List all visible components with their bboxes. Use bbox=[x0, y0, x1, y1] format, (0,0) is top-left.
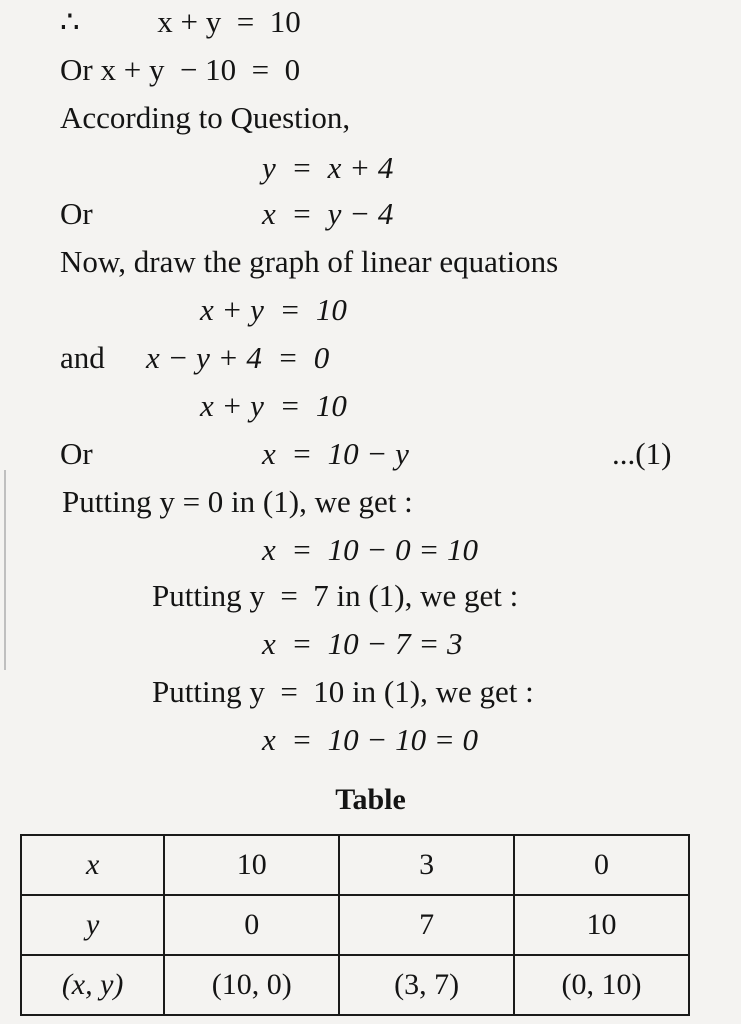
table-row-points bbox=[21, 955, 689, 1015]
table-cell: 0 bbox=[514, 835, 689, 895]
text-putting-y-0: Putting y = 0 in (1), we get : bbox=[62, 484, 413, 519]
table-cell: (0, 10) bbox=[514, 955, 689, 1015]
table-cell: 0 bbox=[164, 895, 339, 955]
equation-x-0: x = 10 − 10 = 0 bbox=[262, 722, 479, 757]
equation-line-standard-form: Or x + y − 10 = 0 bbox=[60, 52, 301, 87]
text-putting-y-7: Putting y = 7 in (1), we get : bbox=[152, 578, 519, 613]
row-header-x: x bbox=[21, 835, 164, 895]
table-title: Table bbox=[335, 783, 406, 816]
table-cell: 7 bbox=[339, 895, 514, 955]
table-cell: 10 bbox=[514, 895, 689, 955]
values-table bbox=[20, 834, 690, 1016]
equation-x-3: x = 10 − 7 = 3 bbox=[262, 626, 463, 661]
equation-x-equals-y-minus-4: x = y − 4 bbox=[262, 196, 394, 231]
table-cell: (10, 0) bbox=[164, 955, 339, 1015]
equation-x-equals-10-minus-y: x = 10 − y bbox=[262, 436, 409, 471]
table-cell: 3 bbox=[339, 835, 514, 895]
equation-y-equals-x-plus-4: y = x + 4 bbox=[262, 150, 394, 185]
equation-x-plus-y-10-repeat: x + y = 10 bbox=[200, 388, 347, 423]
table-cell: (3, 7) bbox=[339, 955, 514, 1015]
row-header-points: (x, y) bbox=[21, 955, 164, 1015]
label-or-2: Or bbox=[60, 436, 93, 471]
equation-x-plus-y-10: x + y = 10 bbox=[200, 292, 347, 327]
equation-reference-1: ...(1) bbox=[612, 436, 672, 471]
label-or: Or bbox=[60, 196, 93, 231]
table-row-y bbox=[21, 895, 689, 955]
text-according-to-question: According to Question, bbox=[60, 100, 351, 135]
equation-x-minus-y-plus-4: x − y + 4 = 0 bbox=[146, 340, 330, 375]
equation-x-10: x = 10 − 0 = 10 bbox=[262, 532, 479, 567]
scan-edge-mark bbox=[4, 470, 6, 670]
label-and: and bbox=[60, 340, 105, 375]
equation-line-therefore: ∴ x + y = 10 bbox=[60, 4, 301, 39]
table-row-x bbox=[21, 835, 689, 895]
text-draw-graph: Now, draw the graph of linear equations bbox=[60, 244, 559, 279]
table-cell: 10 bbox=[164, 835, 339, 895]
text-putting-y-10: Putting y = 10 in (1), we get : bbox=[152, 674, 534, 709]
row-header-y: y bbox=[21, 895, 164, 955]
